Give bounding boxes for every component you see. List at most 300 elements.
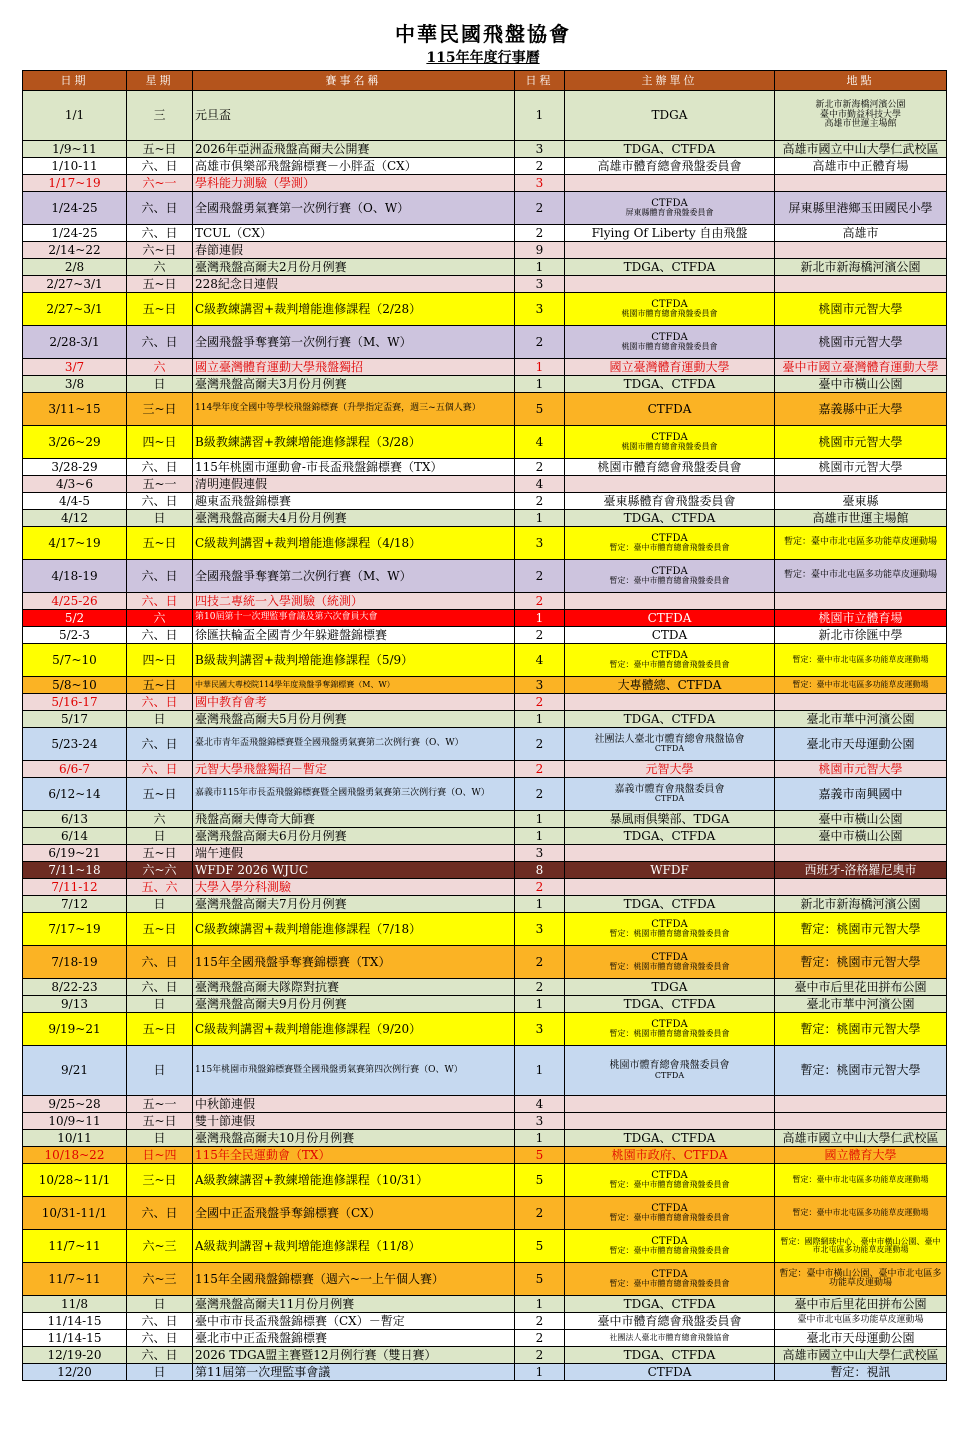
event-name-cell: 臺灣飛盤高爾夫2月份月例賽	[193, 259, 515, 276]
table-row	[23, 728, 947, 761]
event-name-cell: 元旦盃	[193, 91, 515, 141]
organizer-cell	[565, 1046, 775, 1096]
weekday-cell: 日	[127, 711, 193, 728]
organizer-cell	[565, 527, 775, 560]
table-row	[23, 1046, 947, 1096]
duration-cell: 3	[515, 141, 565, 158]
organizer-cell: CTDA	[565, 627, 775, 644]
date-cell: 3/26~29	[23, 426, 127, 459]
date-cell: 4/4-5	[23, 493, 127, 510]
location-cell: 臺中市后里花田拼布公園	[775, 1296, 947, 1313]
organizer-secondary: 暫定：臺中市體育總會飛盤委員會	[609, 576, 730, 586]
location-cell: 暫定：臺中市北屯區多功能草皮運動場	[775, 1164, 947, 1197]
organizer-cell: 暴風雨俱樂部、TDGA	[565, 811, 775, 828]
organizer-cell	[565, 593, 775, 610]
page-title: 中華民國飛盤協會	[395, 22, 571, 46]
organizer-cell: TDGA、CTFDA	[565, 510, 775, 527]
duration-cell: 2	[515, 879, 565, 896]
duration-cell: 2	[515, 1347, 565, 1364]
table-row	[23, 276, 947, 293]
weekday-cell: 六~日	[127, 242, 193, 259]
duration-cell: 3	[515, 1013, 565, 1046]
duration-cell: 2	[515, 459, 565, 476]
location-cell: 暫定：臺中市北屯區多功能草皮運動場	[775, 677, 947, 694]
organizer-cell: TDGA、CTFDA	[565, 141, 775, 158]
location-cell: 屏東縣里港鄉玉田國民小學	[775, 192, 947, 225]
duration-cell: 4	[515, 476, 565, 493]
location-cell: 臺北市華中河濱公園	[775, 996, 947, 1013]
event-name-cell: 臺北市青年盃飛盤錦標賽暨全國飛盤勇氣賽第二次例行賽（O、W）	[193, 728, 515, 761]
organizer-primary: CTFDA	[651, 431, 688, 443]
event-name-cell: 徐匯扶輪盃全國青少年躲避盤錦標賽	[193, 627, 515, 644]
location-cell: 臺北市天母運動公園	[775, 728, 947, 761]
date-cell: 3/11~15	[23, 393, 127, 426]
organizer-secondary: 暫定：臺中市體育總會飛盤委員會	[609, 1246, 730, 1256]
date-cell: 10/18~22	[23, 1147, 127, 1164]
location-cell	[775, 845, 947, 862]
weekday-cell: 五~日	[127, 845, 193, 862]
date-cell: 3/7	[23, 359, 127, 376]
location-cell: 西班牙-洛格羅尼奧市	[775, 862, 947, 879]
event-name-cell: C級教練講習+裁判增能進修課程（7/18）	[193, 913, 515, 946]
weekday-cell: 三~日	[127, 393, 193, 426]
organizer-cell: TDGA、CTFDA	[565, 1296, 775, 1313]
table-row	[23, 527, 947, 560]
location-cell	[775, 476, 947, 493]
event-name-cell: 臺北市中正盃飛盤錦標賽	[193, 1330, 515, 1347]
organizer-cell	[565, 326, 775, 359]
location-cell: 臺中市后里花田拼布公園	[775, 979, 947, 996]
duration-cell: 2	[515, 192, 565, 225]
location-cell: 桃園市元智大學	[775, 326, 947, 359]
event-name-cell: 115年桃園市運動會-市長盃飛盤錦標賽（TX）	[193, 459, 515, 476]
table-row	[23, 778, 947, 811]
event-name-cell: 國中教育會考	[193, 694, 515, 711]
date-cell: 6/6-7	[23, 761, 127, 778]
date-cell: 11/7~11	[23, 1230, 127, 1263]
organizer-cell: TDGA	[565, 979, 775, 996]
calendar-table	[22, 70, 947, 1381]
location-line: 臺中市勤益科技大學	[819, 109, 901, 120]
organizer-cell: CTFDA	[565, 393, 775, 426]
duration-cell: 2	[515, 728, 565, 761]
organizer-primary: CTFDA	[651, 951, 688, 963]
location-cell: 嘉義縣中正大學	[775, 393, 947, 426]
weekday-cell: 五~日	[127, 778, 193, 811]
event-name-cell: C級裁判講習+裁判增能進修課程（9/20）	[193, 1013, 515, 1046]
weekday-cell: 六、日	[127, 1197, 193, 1230]
organizer-cell: 國立臺灣體育運動大學	[565, 359, 775, 376]
organizer-cell	[565, 1013, 775, 1046]
weekday-cell: 五~日	[127, 1113, 193, 1130]
location-cell: 新北市新海橋河濱公園	[775, 259, 947, 276]
weekday-cell: 日~四	[127, 1147, 193, 1164]
location-cell: 高雄市國立中山大學仁武校區	[775, 1347, 947, 1364]
weekday-cell: 六、日	[127, 694, 193, 711]
organizer-cell	[565, 560, 775, 593]
date-cell: 12/20	[23, 1364, 127, 1381]
table-row	[23, 1130, 947, 1147]
duration-cell: 1	[515, 1364, 565, 1381]
event-name-cell: 115年全民運動會（TX）	[193, 1147, 515, 1164]
organizer-primary: CTFDA	[651, 298, 688, 310]
organizer-cell: WFDF	[565, 862, 775, 879]
weekday-cell: 日	[127, 376, 193, 393]
event-name-cell: 115年桃園市飛盤錦標賽暨全國飛盤勇氣賽第四次例行賽（O、W）	[193, 1046, 515, 1096]
table-row	[23, 1364, 947, 1381]
location-cell: 嘉義市南興國中	[775, 778, 947, 811]
location-cell: 高雄市	[775, 225, 947, 242]
duration-cell: 2	[515, 946, 565, 979]
duration-cell: 2	[515, 694, 565, 711]
duration-cell: 2	[515, 761, 565, 778]
table-row	[23, 677, 947, 694]
weekday-cell: 五~一	[127, 476, 193, 493]
table-row	[23, 91, 947, 141]
duration-cell: 2	[515, 1313, 565, 1330]
organizer-cell	[565, 1113, 775, 1130]
table-row	[23, 393, 947, 426]
duration-cell: 2	[515, 778, 565, 811]
page-subtitle: 115年年度行事曆	[426, 50, 540, 66]
organizer-primary: CTFDA	[651, 331, 688, 343]
event-name-cell: 中華民國大專校院114學年度飛盤爭奪錦標賽（M、W）	[193, 677, 515, 694]
organizer-secondary: 桃園市體育總會飛盤委員會	[621, 342, 718, 352]
duration-cell: 1	[515, 811, 565, 828]
duration-cell: 1	[515, 996, 565, 1013]
event-name-cell: 臺灣飛盤高爾夫7月份月例賽	[193, 896, 515, 913]
event-name-cell: 全國飛盤勇氣賽第一次例行賽（O、W）	[193, 192, 515, 225]
duration-cell: 1	[515, 610, 565, 627]
table-row	[23, 879, 947, 896]
date-cell: 11/14-15	[23, 1330, 127, 1347]
table-row	[23, 1164, 947, 1197]
event-name-cell: C級裁判講習+裁判增能進修課程（4/18）	[193, 527, 515, 560]
weekday-cell: 四~日	[127, 644, 193, 677]
table-row	[23, 828, 947, 845]
organizer-cell	[565, 1230, 775, 1263]
event-name-cell: 115年全國飛盤爭奪賽錦標賽（TX）	[193, 946, 515, 979]
organizer-secondary: 暫定：臺中市體育總會飛盤委員會	[609, 1180, 730, 1190]
table-row	[23, 326, 947, 359]
event-name-cell: 臺灣飛盤高爾夫6月份月例賽	[193, 828, 515, 845]
duration-cell: 3	[515, 845, 565, 862]
weekday-cell: 五~日	[127, 677, 193, 694]
weekday-cell: 六~三	[127, 1230, 193, 1263]
event-name-cell: A級裁判講習+裁判增能進修課程（11/8）	[193, 1230, 515, 1263]
table-row	[23, 493, 947, 510]
table-row	[23, 1197, 947, 1230]
organizer-cell: 元智大學	[565, 761, 775, 778]
organizer-primary: CTFDA	[651, 197, 688, 209]
date-cell: 4/25-26	[23, 593, 127, 610]
location-cell: 暫定：臺中市北屯區多功能草皮運動場	[775, 1197, 947, 1230]
table-row	[23, 1113, 947, 1130]
weekday-cell: 五~一	[127, 1096, 193, 1113]
date-cell: 1/10-11	[23, 158, 127, 175]
table-row	[23, 1230, 947, 1263]
weekday-cell: 六	[127, 259, 193, 276]
event-name-cell: 第11屆第一次理監事會議	[193, 1364, 515, 1381]
duration-cell: 2	[515, 560, 565, 593]
organizer-cell	[565, 1197, 775, 1230]
organizer-cell	[565, 778, 775, 811]
date-cell: 5/17	[23, 711, 127, 728]
event-name-cell: A級教練講習+教練增能進修課程（10/31）	[193, 1164, 515, 1197]
duration-cell: 1	[515, 510, 565, 527]
organizer-primary: 桃園市體育總會飛盤委員會	[609, 1060, 730, 1072]
weekday-cell: 三	[127, 91, 193, 141]
table-row	[23, 1147, 947, 1164]
event-name-cell: 全國飛盤爭奪賽第一次例行賽（M、W）	[193, 326, 515, 359]
event-name-cell: 嘉義市115年市長盃飛盤錦標賽暨全國飛盤勇氣賽第三次例行賽（O、W）	[193, 778, 515, 811]
event-name-cell: 飛盤高爾夫傳奇大師賽	[193, 811, 515, 828]
date-cell: 2/14~22	[23, 242, 127, 259]
duration-cell: 3	[515, 276, 565, 293]
weekday-cell: 日	[127, 1046, 193, 1096]
date-cell: 7/11-12	[23, 879, 127, 896]
organizer-secondary: 暫定：臺中市體育總會飛盤委員會	[609, 1213, 730, 1223]
weekday-cell: 六、日	[127, 326, 193, 359]
duration-cell: 1	[515, 359, 565, 376]
weekday-cell: 五~日	[127, 141, 193, 158]
date-cell: 5/2	[23, 610, 127, 627]
organizer-cell: 桃園市體育總會飛盤委員會	[565, 459, 775, 476]
event-name-cell: 114學年度全國中等學校飛盤錦標賽（升學指定盃賽，週三~五個人賽）	[193, 393, 515, 426]
date-cell: 1/24-25	[23, 225, 127, 242]
table-row	[23, 979, 947, 996]
table-row	[23, 946, 947, 979]
organizer-cell: TDGA、CTFDA	[565, 1347, 775, 1364]
weekday-cell: 五~日	[127, 913, 193, 946]
organizer-cell: TDGA	[565, 91, 775, 141]
date-cell: 10/31-11/1	[23, 1197, 127, 1230]
duration-cell: 1	[515, 91, 565, 141]
location-cell: 臺中市橫山公園	[775, 811, 947, 828]
weekday-cell: 六、日	[127, 192, 193, 225]
duration-cell: 1	[515, 259, 565, 276]
event-name-cell: 四技二專統一入學測驗（統測）	[193, 593, 515, 610]
weekday-cell: 六、日	[127, 979, 193, 996]
table-row	[23, 896, 947, 913]
location-cell: 桃園市元智大學	[775, 761, 947, 778]
organizer-primary: 社團法人臺北市體育總會飛盤協會	[594, 733, 745, 745]
location-cell: 暫定：國際網球中心、臺中市橫山公園、臺中市北屯區多功能草皮運動場	[775, 1230, 947, 1263]
event-name-cell: 趣東盃飛盤錦標賽	[193, 493, 515, 510]
organizer-primary: CTFDA	[651, 649, 688, 661]
table-row	[23, 259, 947, 276]
table-row	[23, 627, 947, 644]
duration-cell: 3	[515, 527, 565, 560]
location-cell: 桃園市立體育場	[775, 610, 947, 627]
weekday-cell: 六、日	[127, 1313, 193, 1330]
organizer-cell	[565, 694, 775, 711]
date-cell: 4/18-19	[23, 560, 127, 593]
event-name-cell: 2026年亞洲盃飛盤高爾夫公開賽	[193, 141, 515, 158]
event-name-cell: B級裁判講習+裁判增能進修課程（5/9）	[193, 644, 515, 677]
weekday-cell: 六、日	[127, 761, 193, 778]
table-row	[23, 644, 947, 677]
duration-cell: 1	[515, 1130, 565, 1147]
table-row	[23, 1313, 947, 1330]
date-cell: 2/8	[23, 259, 127, 276]
weekday-cell: 六、日	[127, 459, 193, 476]
organizer-cell	[565, 192, 775, 225]
location-cell: 暫定：桃園市元智大學	[775, 1013, 947, 1046]
location-cell: 臺北市天母運動公園	[775, 1330, 947, 1347]
event-name-cell: 學科能力測驗（學測）	[193, 175, 515, 192]
date-cell: 5/16-17	[23, 694, 127, 711]
event-name-cell: 2026 TDGA盟主賽暨12月例行賽（雙日賽）	[193, 1347, 515, 1364]
date-cell: 9/19~21	[23, 1013, 127, 1046]
date-cell: 7/17~19	[23, 913, 127, 946]
date-cell: 3/8	[23, 376, 127, 393]
table-row	[23, 996, 947, 1013]
duration-cell: 5	[515, 1263, 565, 1296]
date-cell: 7/18-19	[23, 946, 127, 979]
event-name-cell: 雙十節連假	[193, 1113, 515, 1130]
date-cell: 5/23-24	[23, 728, 127, 761]
organizer-cell	[565, 175, 775, 192]
table-row	[23, 158, 947, 175]
event-name-cell: 端午連假	[193, 845, 515, 862]
organizer-secondary: 暫定：臺中市體育總會飛盤委員會	[609, 543, 730, 553]
location-cell	[775, 1113, 947, 1130]
organizer-cell	[565, 426, 775, 459]
organizer-cell: 社團法人臺北市體育總會飛盤協會	[565, 1330, 775, 1347]
duration-cell: 2	[515, 627, 565, 644]
organizer-secondary: 屏東縣體育會飛盤委員會	[625, 208, 714, 218]
duration-cell: 2	[515, 593, 565, 610]
location-cell: 暫定：臺中市北屯區多功能草皮運動場	[775, 560, 947, 593]
duration-cell: 3	[515, 677, 565, 694]
duration-cell: 3	[515, 1113, 565, 1130]
table-header	[23, 71, 947, 91]
organizer-primary: 嘉義市體育會飛盤委員會	[614, 783, 725, 795]
weekday-cell: 六、日	[127, 225, 193, 242]
organizer-cell	[565, 1164, 775, 1197]
organizer-primary: CTFDA	[651, 1202, 688, 1214]
table-row	[23, 1096, 947, 1113]
organizer-secondary: 桃園市體育總會飛盤委員會	[621, 442, 718, 452]
event-name-cell: 臺灣飛盤高爾夫9月份月例賽	[193, 996, 515, 1013]
location-cell: 高雄市國立中山大學仁武校區	[775, 1130, 947, 1147]
organizer-cell	[565, 845, 775, 862]
location-cell: 臺東縣	[775, 493, 947, 510]
event-name-cell: 臺灣飛盤高爾夫11月份月例賽	[193, 1296, 515, 1313]
table-row	[23, 761, 947, 778]
organizer-cell: TDGA、CTFDA	[565, 376, 775, 393]
weekday-cell: 六、日	[127, 1347, 193, 1364]
date-cell: 4/3~6	[23, 476, 127, 493]
weekday-cell: 五~日	[127, 527, 193, 560]
date-cell: 6/19~21	[23, 845, 127, 862]
organizer-cell	[565, 728, 775, 761]
table-row	[23, 426, 947, 459]
weekday-cell: 日	[127, 510, 193, 527]
duration-cell: 4	[515, 1096, 565, 1113]
event-name-cell: 臺灣飛盤高爾夫5月份月例賽	[193, 711, 515, 728]
duration-cell: 1	[515, 711, 565, 728]
location-cell	[775, 276, 947, 293]
organizer-cell: TDGA、CTFDA	[565, 828, 775, 845]
column-header-duration: 日程	[515, 71, 565, 91]
organizer-cell	[565, 913, 775, 946]
table-row	[23, 694, 947, 711]
duration-cell: 1	[515, 828, 565, 845]
column-header-location: 地點	[775, 71, 947, 91]
organizer-secondary: 暫定：桃園市體育總會飛盤委員會	[609, 929, 730, 939]
weekday-cell: 五~日	[127, 276, 193, 293]
location-cell: 暫定：桃園市元智大學	[775, 913, 947, 946]
weekday-cell: 六、日	[127, 1330, 193, 1347]
organizer-cell	[565, 946, 775, 979]
location-cell	[775, 175, 947, 192]
duration-cell: 3	[515, 293, 565, 326]
organizer-cell: 臺中市體育總會飛盤委員會	[565, 1313, 775, 1330]
organizer-cell	[565, 1096, 775, 1113]
duration-cell: 2	[515, 326, 565, 359]
duration-cell: 4	[515, 644, 565, 677]
organizer-primary: CTFDA	[651, 1018, 688, 1030]
location-cell: 桃園市元智大學	[775, 459, 947, 476]
location-cell: 暫定：視訊	[775, 1364, 947, 1381]
weekday-cell: 日	[127, 996, 193, 1013]
organizer-cell: 大專體總、CTFDA	[565, 677, 775, 694]
organizer-cell	[565, 293, 775, 326]
date-cell: 10/28~11/1	[23, 1164, 127, 1197]
duration-cell: 2	[515, 225, 565, 242]
organizer-primary: CTFDA	[651, 532, 688, 544]
weekday-cell: 三~日	[127, 1164, 193, 1197]
organizer-cell	[565, 879, 775, 896]
organizer-secondary: CTFDA	[654, 794, 685, 804]
organizer-cell: 桃園市政府、CTFDA	[565, 1147, 775, 1164]
location-cell	[775, 879, 947, 896]
weekday-cell: 六~六	[127, 862, 193, 879]
event-name-cell: TCUL（CX）	[193, 225, 515, 242]
weekday-cell: 六、日	[127, 728, 193, 761]
location-cell: 暫定：臺中市北屯區多功能草皮運動場	[775, 527, 947, 560]
weekday-cell: 六~一	[127, 175, 193, 192]
event-name-cell: 第10屆第十一次理監事會議及第六次會員大會	[193, 610, 515, 627]
date-cell: 7/12	[23, 896, 127, 913]
weekday-cell: 五~日	[127, 1013, 193, 1046]
weekday-cell: 六、日	[127, 627, 193, 644]
location-cell: 暫定：桃園市元智大學	[775, 946, 947, 979]
weekday-cell: 五、六	[127, 879, 193, 896]
organizer-secondary: 暫定：桃園市體育總會飛盤委員會	[609, 962, 730, 972]
date-cell: 1/1	[23, 91, 127, 141]
location-line: 新北市新海橋河濱公園	[815, 100, 906, 111]
table-row	[23, 593, 947, 610]
column-header-date: 日期	[23, 71, 127, 91]
table-row	[23, 476, 947, 493]
organizer-primary: CTFDA	[651, 1169, 688, 1181]
weekday-cell: 六、日	[127, 493, 193, 510]
table-row	[23, 811, 947, 828]
location-cell	[775, 694, 947, 711]
organizer-secondary: CTFDA	[654, 744, 685, 754]
table-row	[23, 711, 947, 728]
table-row	[23, 1296, 947, 1313]
table-row	[23, 141, 947, 158]
duration-cell: 5	[515, 1147, 565, 1164]
date-cell: 6/14	[23, 828, 127, 845]
weekday-cell: 六、日	[127, 158, 193, 175]
date-cell: 1/9~11	[23, 141, 127, 158]
duration-cell: 1	[515, 896, 565, 913]
